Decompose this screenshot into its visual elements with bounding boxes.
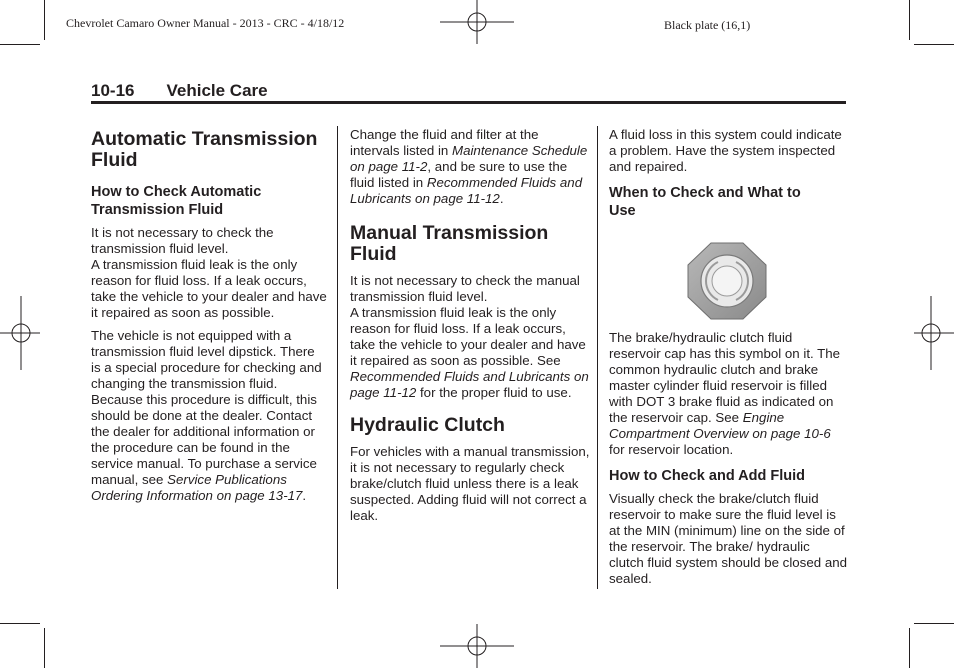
how-to-check-and-add-subheading: How to Check and Add Fluid [609, 468, 806, 484]
plate-title: Chevrolet Camaro Owner Manual - 2013 - CRC - 4/18/12 [66, 16, 345, 30]
paragraph: Change the fluid and filter at the intervals listed in Maintenance Schedule on page 11-2, and be sure to use the fluid listed in Recommended Fluids and Lubricants on page 11-12. [350, 127, 588, 206]
paragraph: The vehicle is not equipped with a transmission fluid level dipstick. There is a special procedure for checking and changing the transmission fluid. Because this procedure is difficult, this should be done at the dealer. Contact the dealer for additional information or the procedure can be found in the service manual. To purchase a service manual, see Service Publications Ordering Information on page 13-17. [91, 328, 322, 503]
how-to-check-automatic-subheading: How to Check Automatic Transmission Fluid [91, 184, 262, 218]
manual-transmission-heading: Manual Transmission Fluid [350, 222, 549, 265]
running-header [91, 81, 268, 101]
column-divider [337, 126, 338, 589]
paragraph: It is not necessary to check the transmission fluid level. [91, 225, 274, 256]
registration-mark-bottom [440, 624, 514, 668]
paragraph: The brake/hydraulic clutch fluid reservoir cap has this symbol on it. The common hydraulic clutch and brake master cylinder fluid reservoir is filled with DOT 3 brake fluid as indicated on the reservoir cap. See Engine Compartment Overview on page 10-6 for reservoir location. [609, 330, 841, 457]
registration-mark-right [914, 296, 954, 370]
automatic-transmission-heading: Automatic Transmission Fluid [91, 128, 318, 171]
registration-mark-top [440, 0, 514, 46]
paragraph: A transmission fluid leak is the only reason for fluid loss. If a leak occurs, take the vehicle to your dealer and have it repaired as soon as possible. [91, 257, 327, 320]
brake-fluid-symbol-icon [687, 242, 767, 320]
when-to-check-subheading: When to Check and What to Use [609, 185, 801, 219]
cross-reference-link[interactable]: Service Publications Ordering Information on page 13-17 [91, 472, 303, 503]
page-number: 10-16 [91, 81, 135, 100]
paragraph: Visually check the brake/clutch fluid reservoir to make sure the fluid level is at the MIN (minimum) line on the side of the reservoir. The brake/ hydraulic clutch fluid system should be closed and sealed. [609, 491, 848, 586]
paragraph: A transmission fluid leak is the only reason for fluid loss. If a leak occurs, take the vehicle to your dealer and have it repaired as soon as possible. See Recommended Fluids and Lubricants on page 11-12 for the proper fluid to use. [350, 305, 589, 400]
cross-reference-link[interactable]: Engine Compartment Overview on page 10-6 [609, 410, 831, 441]
column-3 [609, 127, 847, 587]
cross-reference-link[interactable]: Maintenance Schedule on page 11-2 [350, 143, 588, 174]
column-divider [597, 126, 598, 589]
cross-reference-link[interactable]: Recommended Fluids and Lubricants on page 11-12 [350, 369, 589, 400]
header-rule [91, 101, 846, 104]
column-1 [91, 127, 327, 504]
plate-info: Black plate (16,1) [664, 18, 751, 32]
paragraph: A fluid loss in this system could indicate a problem. Have the system inspected and repaired. [609, 127, 842, 174]
section-title: Vehicle Care [166, 81, 268, 100]
cross-reference-link[interactable]: Recommended Fluids and Lubricants on page 11-12 [350, 175, 583, 206]
paragraph: For vehicles with a manual transmission, it is not necessary to regularly check brake/clutch fluid unless there is a leak suspected. Adding fluid will not correct a leak. [350, 444, 590, 523]
column-2 [350, 127, 590, 524]
paragraph: It is not necessary to check the manual transmission fluid level. [350, 273, 580, 304]
hydraulic-clutch-heading: Hydraulic Clutch [350, 414, 505, 436]
registration-mark-left [0, 296, 40, 370]
